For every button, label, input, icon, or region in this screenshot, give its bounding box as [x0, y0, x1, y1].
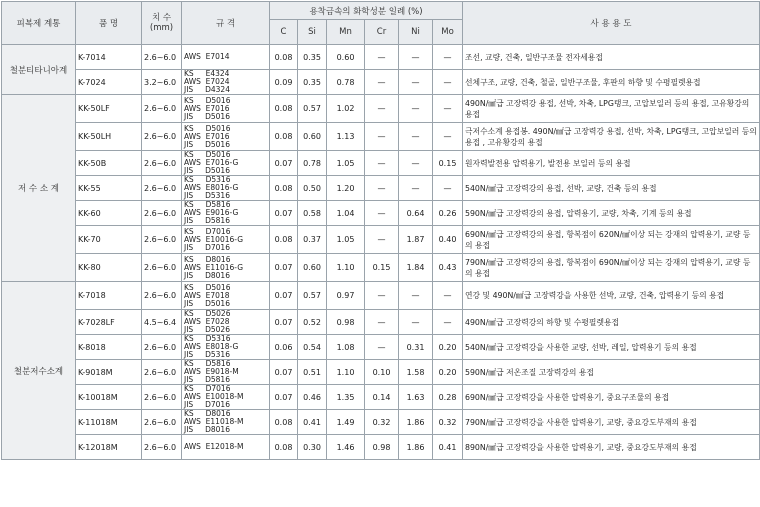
standard-code: JIS D5816	[184, 375, 230, 384]
composition-mo: 0.20	[433, 335, 463, 360]
composition-cr: —	[365, 282, 399, 310]
standard-code: KS D7016	[184, 384, 231, 393]
composition-c: 0.08	[270, 95, 298, 123]
composition-cr: 0.15	[365, 254, 399, 282]
composition-c: 0.07	[270, 201, 298, 226]
standard-code: JIS D7016	[184, 400, 230, 409]
standard-code: AWS E7018	[184, 290, 230, 300]
composition-cr: —	[365, 123, 399, 151]
size-range: 2.6~6.0	[142, 360, 182, 385]
header-standard: 규 격	[182, 2, 270, 45]
usage-description: 690N/㎟급 고장력강을 사용한 압력용기, 중요구조물의 용접	[463, 385, 760, 410]
standard-code: KS D5816	[184, 359, 231, 368]
product-name: K-9018M	[76, 360, 142, 385]
size-range: 2.6~6.0	[142, 45, 182, 70]
composition-mo: 0.41	[433, 435, 463, 460]
standard-code: JIS D5016	[184, 139, 230, 149]
composition-mn: 1.08	[327, 335, 365, 360]
composition-si: 0.35	[298, 70, 327, 95]
table-row	[2, 254, 760, 282]
composition-mn: 0.78	[327, 70, 365, 95]
composition-si: 0.60	[298, 123, 327, 151]
header-coating: 피복제 계통	[2, 2, 76, 45]
table-row	[2, 282, 760, 310]
composition-cr: —	[365, 95, 399, 123]
header-element-cr: Cr	[365, 20, 399, 45]
table-row	[2, 201, 760, 226]
size-range: 2.6~6.0	[142, 226, 182, 254]
composition-mn: 1.49	[327, 410, 365, 435]
composition-c: 0.09	[270, 70, 298, 95]
size-range: 2.6~6.0	[142, 435, 182, 460]
standard-code: AWS E7016-G	[184, 158, 239, 167]
size-range: 2.6~6.0	[142, 282, 182, 310]
standard-cell	[182, 123, 270, 151]
usage-description: 690N/㎟급 고장력강의 용접, 항복점이 620N/㎟이상 되는 강재의 압력용기, 교량 등의 용접	[463, 226, 760, 254]
usage-description: 540N/㎟급 고장력강의 용접, 선박, 교량, 건축 등의 용접	[463, 176, 760, 201]
composition-ni: —	[399, 151, 433, 176]
composition-cr: 0.10	[365, 360, 399, 385]
usage-description: 490N/㎟급 고장력강의 하향 및 수평필렛용접	[463, 310, 760, 335]
standard-cell	[182, 282, 270, 310]
standard-code: KS D5016	[184, 282, 231, 292]
table-row	[2, 45, 760, 70]
composition-ni: —	[399, 310, 433, 335]
composition-mo: —	[433, 70, 463, 95]
standard-code: JIS D5026	[184, 325, 230, 334]
standard-code: KS D5316	[184, 175, 231, 184]
composition-c: 0.08	[270, 226, 298, 254]
composition-si: 0.58	[298, 201, 327, 226]
standard-code: JIS D4324	[184, 85, 230, 94]
composition-mo: —	[433, 282, 463, 310]
composition-si: 0.30	[298, 435, 327, 460]
table-row	[2, 123, 760, 151]
composition-si: 0.37	[298, 226, 327, 254]
product-name: KK-80	[76, 254, 142, 282]
standard-cell	[182, 226, 270, 254]
table-row	[2, 226, 760, 254]
product-name: KK-50B	[76, 151, 142, 176]
composition-mn: 1.05	[327, 151, 365, 176]
standard-code: AWS E11016-G	[184, 262, 244, 272]
standard-cell	[182, 70, 270, 95]
product-name: K-7028LF	[76, 310, 142, 335]
composition-mn: 1.13	[327, 123, 365, 151]
composition-c: 0.08	[270, 45, 298, 70]
standard-cell	[182, 410, 270, 435]
usage-description: 조선, 교량, 건축, 일반구조물 전자세용접	[463, 45, 760, 70]
table-body	[2, 45, 760, 460]
composition-si: 0.51	[298, 360, 327, 385]
product-name: KK-50LH	[76, 123, 142, 151]
usage-description: 590N/㎟급 고장력강의 용접, 압력용기, 교량, 차축, 기계 등의 용접	[463, 201, 760, 226]
product-name: K-12018M	[76, 435, 142, 460]
usage-description: 원자력발전용 압력용기, 발전용 보일러 등의 용접	[463, 151, 760, 176]
standard-code: KS D5016	[184, 95, 231, 105]
standard-cell	[182, 95, 270, 123]
composition-mn: 1.02	[327, 95, 365, 123]
size-range: 2.6~6.0	[142, 151, 182, 176]
composition-si: 0.78	[298, 151, 327, 176]
composition-cr: —	[365, 151, 399, 176]
coating-category: 저 수 소 계	[2, 95, 76, 282]
standard-code: AWS E11018-M	[184, 417, 244, 426]
standard-code: AWS E8016-G	[184, 183, 239, 192]
table-header	[2, 2, 760, 45]
standard-code: KS D8016	[184, 409, 231, 418]
standard-code: JIS D8016	[184, 425, 230, 434]
coating-category: 철분저수소계	[2, 282, 76, 460]
composition-c: 0.08	[270, 410, 298, 435]
table-row	[2, 385, 760, 410]
composition-si: 0.57	[298, 95, 327, 123]
size-range: 2.6~6.0	[142, 201, 182, 226]
size-range: 2.6~6.0	[142, 95, 182, 123]
composition-ni: —	[399, 70, 433, 95]
composition-si: 0.54	[298, 335, 327, 360]
header-size: 치 수 (mm)	[142, 2, 182, 45]
standard-code: KS D5026	[184, 309, 231, 318]
usage-description: 극저수소계 용접봉. 490N/㎟급 고장력강 용접, 선박, 차축, LPG탱크, 고압보일러 등의 용접 , 고유황강의 용접	[463, 123, 760, 151]
product-name: K-10018M	[76, 385, 142, 410]
table-row	[2, 151, 760, 176]
composition-ni: 1.87	[399, 226, 433, 254]
composition-mn: 0.98	[327, 310, 365, 335]
composition-ni: 1.63	[399, 385, 433, 410]
size-range: 2.6~6.0	[142, 123, 182, 151]
product-name: KK-55	[76, 176, 142, 201]
composition-c: 0.07	[270, 151, 298, 176]
composition-mo: 0.20	[433, 360, 463, 385]
table-row	[2, 335, 760, 360]
usage-description: 590N/㎟급 저온조질 고장력강의 용접	[463, 360, 760, 385]
composition-mo: 0.15	[433, 151, 463, 176]
usage-description: 540N/㎟급 고장력강을 사용한 교량, 선박, 레일, 압력용기 등의 용접	[463, 335, 760, 360]
standard-code: KS D8016	[184, 254, 231, 264]
standard-code: AWS E10018-M	[184, 392, 244, 401]
standard-code: AWS E7028	[184, 317, 230, 326]
composition-c: 0.08	[270, 435, 298, 460]
composition-c: 0.07	[270, 282, 298, 310]
standard-code: JIS D5316	[184, 191, 230, 200]
usage-description: 890N/㎟급 고장력강을 사용한 압력용기, 교량, 중요강도부재의 용접	[463, 435, 760, 460]
composition-mn: 1.46	[327, 435, 365, 460]
product-name: K-7024	[76, 70, 142, 95]
standard-code: AWS E7016	[184, 131, 230, 141]
header-element-mn: Mn	[327, 20, 365, 45]
header-usage: 사 용 용 도	[463, 2, 760, 45]
standard-code: KS D5316	[184, 334, 231, 343]
composition-ni: 1.86	[399, 435, 433, 460]
usage-description: 790N/㎟급 고장력강을 사용한 압력용기, 교량, 중요강도부재의 용접	[463, 410, 760, 435]
standard-code: AWS E7024	[184, 77, 230, 86]
usage-description: 연강 및 490N/㎟급 고장력강을 사용한 선박, 교량, 건축, 압력용기 등의 용접	[463, 282, 760, 310]
size-range: 2.6~6.0	[142, 410, 182, 435]
composition-c: 0.06	[270, 335, 298, 360]
composition-cr: —	[365, 70, 399, 95]
table-row	[2, 410, 760, 435]
standard-code: AWS E12018-M	[184, 442, 244, 451]
standard-code: AWS E7016	[184, 103, 230, 113]
product-name: K-11018M	[76, 410, 142, 435]
standard-cell	[182, 435, 270, 460]
standard-code: AWS E7014	[184, 52, 230, 61]
size-range: 4.5~6.4	[142, 310, 182, 335]
composition-si: 0.50	[298, 176, 327, 201]
usage-description: 선체구조, 교량, 건축, 철골, 일반구조물, 후판의 하향 및 수평필렛용접	[463, 70, 760, 95]
composition-mo: —	[433, 176, 463, 201]
table-row	[2, 310, 760, 335]
composition-ni: 0.31	[399, 335, 433, 360]
standard-cell	[182, 45, 270, 70]
header-element-ni: Ni	[399, 20, 433, 45]
standard-code: AWS E8018-G	[184, 342, 239, 351]
standard-code: KS D5016	[184, 123, 231, 133]
composition-ni: —	[399, 95, 433, 123]
composition-c: 0.07	[270, 385, 298, 410]
table-row	[2, 70, 760, 95]
composition-mo: —	[433, 123, 463, 151]
product-name: K-7018	[76, 282, 142, 310]
size-range: 2.6~6.0	[142, 254, 182, 282]
composition-mn: 0.60	[327, 45, 365, 70]
table-row	[2, 435, 760, 460]
product-name: KK-70	[76, 226, 142, 254]
composition-ni: —	[399, 123, 433, 151]
composition-c: 0.07	[270, 310, 298, 335]
standard-code: JIS D5016	[184, 111, 230, 121]
composition-mn: 1.04	[327, 201, 365, 226]
usage-description: 490N/㎟급 고장력강 용접, 선박, 차축, LPG탱크, 고압보일러 등의 용접, 고유황강의 용접	[463, 95, 760, 123]
header-composition: 용착금속의 화학성분 일례 (%)	[270, 2, 463, 20]
composition-mn: 1.10	[327, 360, 365, 385]
composition-cr: 0.98	[365, 435, 399, 460]
composition-ni: 1.58	[399, 360, 433, 385]
composition-mo: 0.32	[433, 410, 463, 435]
product-name: K-7014	[76, 45, 142, 70]
composition-ni: —	[399, 45, 433, 70]
composition-mo: —	[433, 310, 463, 335]
composition-mn: 1.10	[327, 254, 365, 282]
standard-cell	[182, 176, 270, 201]
standard-code: JIS D5316	[184, 350, 230, 359]
composition-cr: —	[365, 310, 399, 335]
composition-mo: 0.40	[433, 226, 463, 254]
composition-mn: 1.05	[327, 226, 365, 254]
electrode-spec-table	[1, 1, 760, 460]
table-row	[2, 95, 760, 123]
header-element-mo: Mo	[433, 20, 463, 45]
composition-mo: —	[433, 45, 463, 70]
header-product: 품 명	[76, 2, 142, 45]
standard-code: KS D5816	[184, 200, 231, 209]
standard-code: JIS D7016	[184, 242, 230, 252]
composition-c: 0.07	[270, 254, 298, 282]
composition-si: 0.52	[298, 310, 327, 335]
composition-cr: —	[365, 176, 399, 201]
table-row	[2, 360, 760, 385]
composition-cr: —	[365, 201, 399, 226]
size-range: 2.6~6.0	[142, 176, 182, 201]
composition-cr: —	[365, 45, 399, 70]
usage-description: 790N/㎟급 고장력강의 용접, 항복점이 690N/㎟이상 되는 강재의 압력용기, 교량 등의 용접	[463, 254, 760, 282]
standard-cell	[182, 151, 270, 176]
composition-mo: 0.28	[433, 385, 463, 410]
standard-cell	[182, 254, 270, 282]
composition-mn: 0.97	[327, 282, 365, 310]
composition-c: 0.07	[270, 360, 298, 385]
composition-mn: 1.35	[327, 385, 365, 410]
header-element-c: C	[270, 20, 298, 45]
composition-si: 0.35	[298, 45, 327, 70]
standard-code: KS D5016	[184, 150, 231, 159]
standard-code: KS D7016	[184, 226, 231, 236]
coating-category: 철분티타니아계	[2, 45, 76, 95]
composition-si: 0.57	[298, 282, 327, 310]
table-row	[2, 176, 760, 201]
composition-cr: 0.32	[365, 410, 399, 435]
standard-code: JIS D8016	[184, 270, 230, 280]
composition-c: 0.08	[270, 176, 298, 201]
composition-cr: 0.14	[365, 385, 399, 410]
composition-ni: 0.64	[399, 201, 433, 226]
standard-code: AWS E9018-M	[184, 367, 239, 376]
product-name: K-8018	[76, 335, 142, 360]
standard-cell	[182, 310, 270, 335]
standard-code: JIS D5016	[184, 298, 230, 308]
composition-mn: 1.20	[327, 176, 365, 201]
composition-si: 0.41	[298, 410, 327, 435]
size-range: 2.6~6.0	[142, 385, 182, 410]
size-range: 3.2~6.0	[142, 70, 182, 95]
standard-cell	[182, 201, 270, 226]
standard-code: AWS E10016-G	[184, 234, 244, 244]
composition-si: 0.46	[298, 385, 327, 410]
standard-code: JIS D5816	[184, 216, 230, 225]
header-element-si: Si	[298, 20, 327, 45]
product-name: KK-60	[76, 201, 142, 226]
composition-mo: 0.43	[433, 254, 463, 282]
standard-cell	[182, 385, 270, 410]
product-name: KK-50LF	[76, 95, 142, 123]
composition-ni: 1.84	[399, 254, 433, 282]
composition-c: 0.08	[270, 123, 298, 151]
standard-cell	[182, 335, 270, 360]
standard-code: JIS D5016	[184, 166, 230, 175]
composition-cr: —	[365, 335, 399, 360]
composition-cr: —	[365, 226, 399, 254]
composition-ni: —	[399, 176, 433, 201]
standard-cell	[182, 360, 270, 385]
standard-code: AWS E9016-G	[184, 208, 239, 217]
composition-si: 0.60	[298, 254, 327, 282]
composition-mo: —	[433, 95, 463, 123]
composition-ni: —	[399, 282, 433, 310]
standard-code: KS E4324	[184, 69, 230, 78]
size-range: 2.6~6.0	[142, 335, 182, 360]
composition-ni: 1.86	[399, 410, 433, 435]
composition-mo: 0.26	[433, 201, 463, 226]
